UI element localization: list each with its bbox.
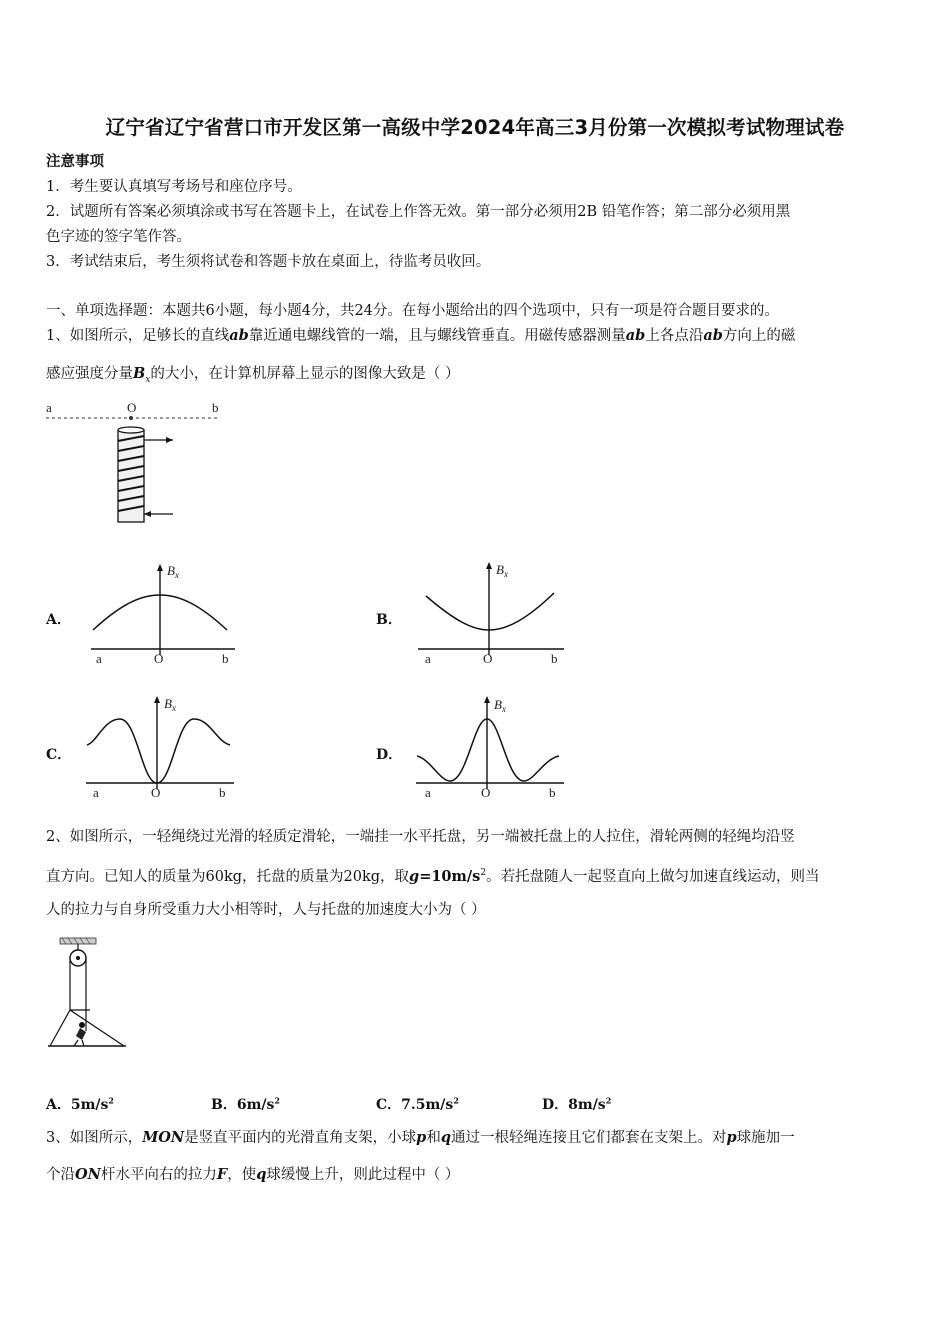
q2-option-d[interactable]: D．$8m/s^2$ (542, 1095, 612, 1113)
q2-option-c[interactable]: C．$7.5m/s^2$ (376, 1095, 459, 1113)
svg-text:Bx: $B_x$ (496, 562, 508, 579)
svg-text:Bx: $B_x$ (164, 696, 176, 713)
page-title: 辽宁省辽宁省营口市开发区第一高级中学2024年高三3月份第一次模拟考试物理试卷 (105, 116, 845, 139)
notice-item-2-cont: 色字迹的签字笔作答。 (46, 229, 191, 245)
q1-text-line1: 1、如图所示，足够长的直线ab靠近通电螺线管的一端，且与螺线管垂直。用磁传感器测量ab上各点沿ab方向上的磁 (46, 327, 796, 344)
svg-text:b: b (222, 651, 229, 666)
svg-text:O: O (151, 785, 161, 800)
q2-text-line3: 人的拉力与自身所受重力大小相等时，人与托盘的加速度大小为（ ） (46, 902, 486, 918)
q2-option-a[interactable]: A．$5m/s^2$ (46, 1095, 114, 1113)
svg-text:O: O (483, 651, 493, 666)
svg-text:b: b (549, 785, 556, 800)
section-heading: 一、单项选择题：本题共6小题，每小题4分，共24分。在每小题给出的四个选项中，只有一项是符合题目要求的。 (46, 303, 779, 319)
q1-graph-b[interactable] (414, 560, 574, 670)
svg-text:a: a (96, 651, 102, 666)
q1-graph-a[interactable] (85, 560, 245, 670)
q2-text-line1: 2、如图所示，一轻绳绕过光滑的轻质定滑轮，一端挂一水平托盘，另一端被托盘上的人拉住，滑轮两侧的轻绳均沿竖 (46, 829, 795, 845)
notice-item-3: 3．考试结束后，考生须将试卷和答题卡放在桌面上，待监考员收回。 (46, 254, 491, 270)
svg-text:a: a (93, 785, 99, 800)
q1-option-b-label[interactable]: B． (376, 612, 402, 628)
notice-item-2: 2．试题所有答案必须填涂或书写在答题卡上，在试卷上作答无效。第一部分必须用2B 铅笔作答；第二部分必须用黑 (46, 204, 791, 220)
q1-option-a-label[interactable]: A． (46, 612, 71, 628)
solenoid-figure (40, 396, 230, 531)
fig-label-a: a (46, 400, 52, 415)
q1-option-c-label[interactable]: C． (46, 747, 72, 763)
q1-graph-d[interactable] (412, 694, 572, 804)
svg-text:O: O (154, 651, 164, 666)
svg-text:O: O (481, 785, 491, 800)
q1-graph-c[interactable] (82, 694, 242, 804)
q2-option-b[interactable]: B．$6m/s^2$ (211, 1095, 280, 1113)
svg-text:Bx: $B_x$ (494, 697, 506, 714)
svg-text:Bx: $B_x$ (167, 563, 179, 580)
q3-text-line1: 3、如图所示，MON是竖直平面内的光滑直角支架，小球p和q通过一根轻绳连接且它们都套在支架上。对p球施加一 (46, 1129, 795, 1146)
q1-option-d-label[interactable]: D． (376, 747, 403, 763)
q1-text-line2: 感应强度分量$B_x$的大小，在计算机屏幕上显示的图像大致是（ ） (46, 365, 460, 385)
svg-text:b: b (551, 651, 558, 666)
q2-text-line2: 直方向。已知人的质量为60kg，托盘的质量为20kg，取$g=10m/s^2$。若托盘随人一起竖直向上做匀加速直线运动，则当 (46, 867, 820, 885)
q3-text-line2: 个沿ON杆水平向右的拉力F，使q球缓慢上升，则此过程中（ ） (46, 1166, 460, 1183)
notice-item-1: 1．考生要认真填写考场号和座位序号。 (46, 179, 302, 195)
fig-label-o: O (127, 400, 137, 415)
svg-text:a: a (425, 651, 431, 666)
fig-label-b: b (212, 400, 219, 415)
notice-heading: 注意事项 (46, 153, 104, 170)
svg-text:b: b (219, 785, 226, 800)
pulley-figure (46, 936, 136, 1056)
svg-text:a: a (425, 785, 431, 800)
